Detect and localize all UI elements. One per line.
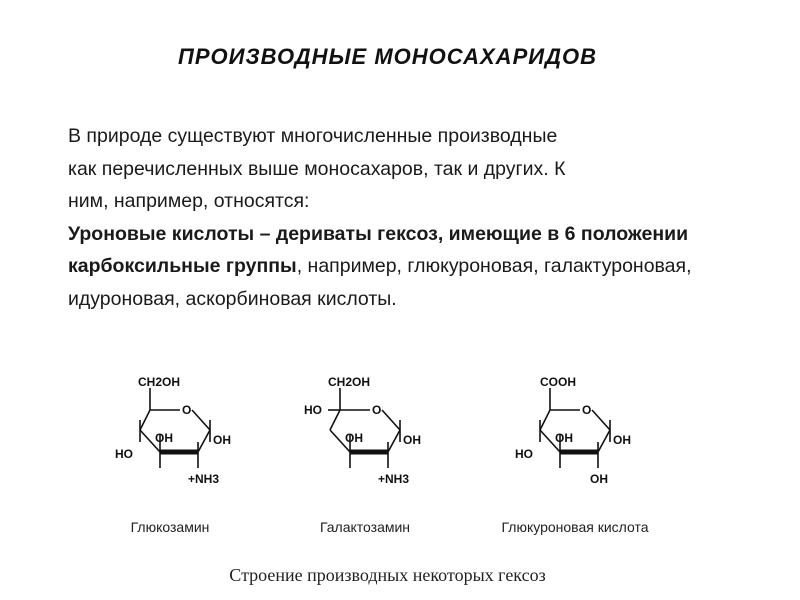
bottom-group-label: +NH3: [188, 472, 220, 486]
left-bottom-label: HO: [515, 447, 533, 461]
uronic-acids-definition: Уроновые кислоты – дериваты гексоз, имеющие в 6 положении карбоксильные группы: [68, 222, 689, 277]
molecule-glucuronic-acid: [515, 375, 631, 486]
ring-oxygen-label: O: [182, 403, 192, 417]
haworth-structures: [90, 370, 690, 505]
molecule-galactosamine: [304, 375, 421, 486]
bottom-group-label: OH: [590, 472, 608, 486]
molecule-glucosamine: [115, 375, 231, 486]
right-side-label: OH: [403, 433, 421, 447]
oh-inner-label: OH: [155, 431, 173, 445]
slide-title: ПРОИЗВОДНЫЕ МОНОСАХАРИДОВ: [178, 44, 597, 69]
uronic-acids-examples: , например, глюкуроновая, галактуроновая, идуроновая, аскорбиновая кислоты.: [68, 255, 692, 310]
ring-oxygen-label: O: [582, 403, 592, 417]
top-group-label: CH2OH: [328, 375, 371, 389]
paragraph-line-1: В природе существуют многочисленные производные: [68, 125, 558, 147]
ring-oxygen-label: O: [372, 403, 382, 417]
left-top-label: HO: [304, 403, 322, 417]
paragraph-line-3: ним, например, относятся:: [68, 190, 310, 212]
right-side-label: OH: [213, 433, 231, 447]
oh-inner-label: OH: [555, 431, 573, 445]
top-group-label: CH2OH: [138, 375, 181, 389]
left-bottom-label: HO: [115, 447, 133, 461]
right-side-label: OH: [613, 433, 631, 447]
figure-caption: Строение производных некоторых гексоз: [229, 565, 546, 585]
structures-figure: [90, 370, 690, 505]
paragraph-uronic: [68, 218, 708, 316]
galactosamine-label: Галактозамин: [319, 519, 411, 535]
oh-inner-label: OH: [345, 431, 363, 445]
top-group-label: COOH: [540, 375, 576, 389]
bottom-group-label: +NH3: [378, 472, 410, 486]
paragraph-line-2: как перечисленных выше моносахаров, так и других. К: [68, 157, 566, 180]
body-paragraph: [68, 120, 708, 315]
glucosamine-label: Глюкозамин: [130, 519, 210, 535]
glucuronic-acid-label: Глюкуроновая кислота: [501, 519, 649, 535]
